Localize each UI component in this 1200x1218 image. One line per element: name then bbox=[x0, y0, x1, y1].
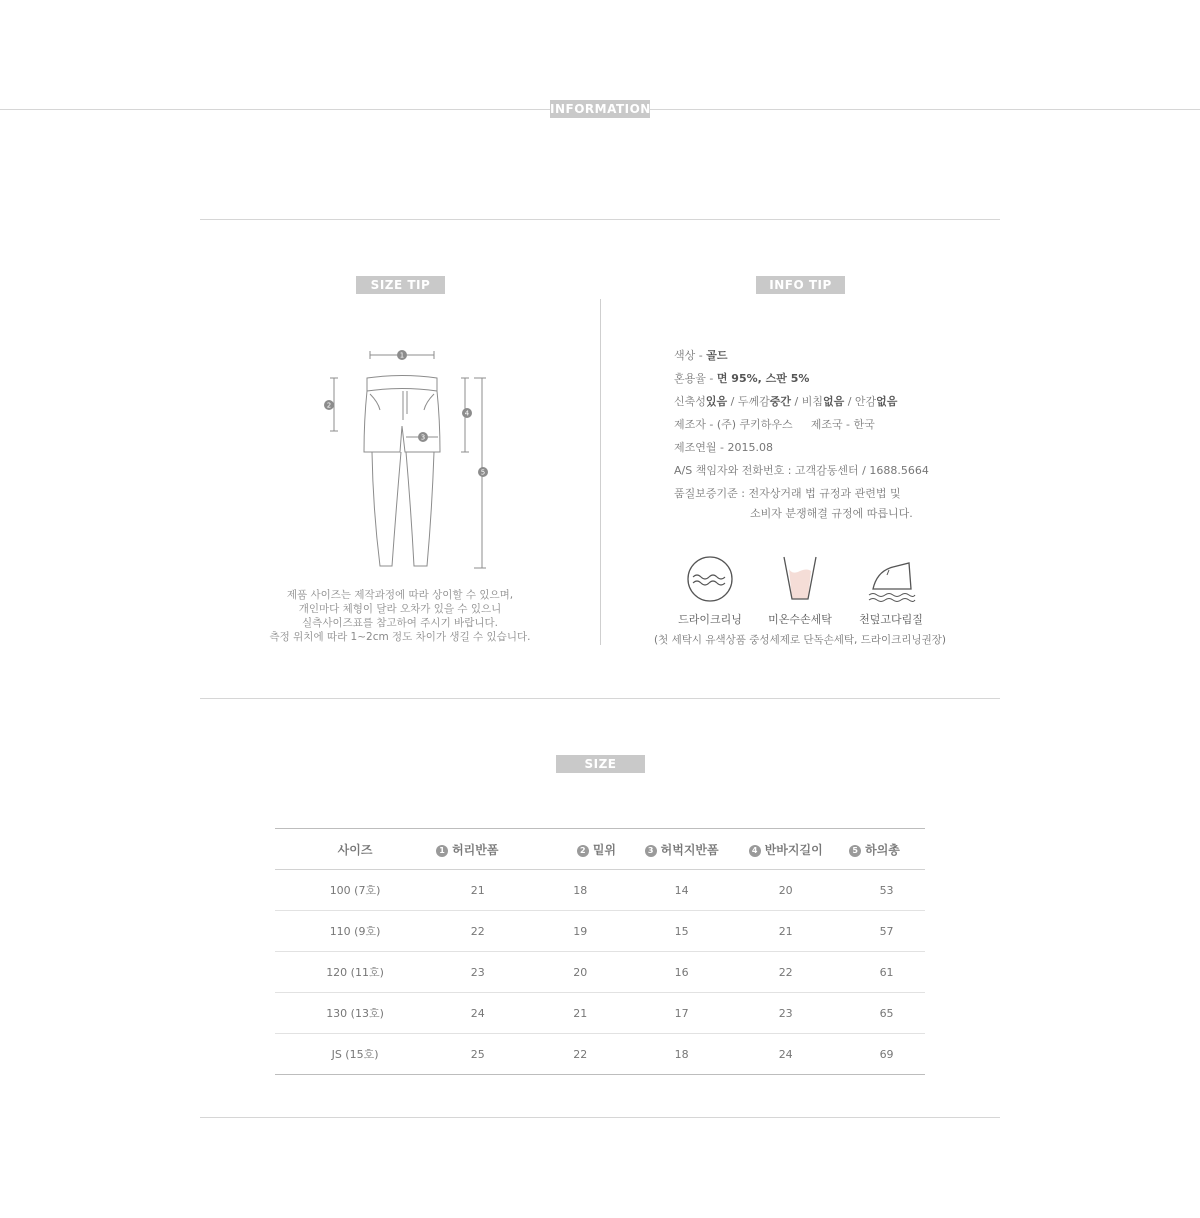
table-row bbox=[275, 870, 925, 911]
info-tip-header: INFO TIP bbox=[756, 276, 845, 294]
marker-2: 2 bbox=[577, 845, 589, 857]
cell-rise: 19 bbox=[520, 911, 640, 952]
column-divider bbox=[600, 299, 601, 645]
size-header: SIZE bbox=[556, 755, 645, 773]
marker-3: 3 bbox=[420, 433, 426, 442]
cell-size: JS (15호) bbox=[275, 1034, 435, 1075]
cell-rise: 22 bbox=[520, 1034, 640, 1075]
cell-size: 120 (11호) bbox=[275, 952, 435, 993]
care-label: 천덮고다림질 bbox=[859, 613, 923, 626]
table-row bbox=[275, 952, 925, 993]
marker-4: 4 bbox=[749, 845, 761, 857]
information-header: INFORMATION bbox=[550, 102, 651, 116]
size-note-line: 실측사이즈표를 참고하여 주시기 바랍니다. bbox=[302, 617, 498, 629]
cell-size: 100 (7호) bbox=[275, 870, 435, 911]
hand-wash-icon bbox=[774, 553, 826, 605]
cell-waist: 25 bbox=[435, 1034, 520, 1075]
marker-4: 4 bbox=[464, 409, 470, 418]
cell-thigh: 18 bbox=[640, 1034, 723, 1075]
column-header-shorts-length: 4 반바지길이 bbox=[723, 829, 848, 870]
column-header-rise: 2 밑위 bbox=[520, 829, 640, 870]
table-row bbox=[275, 993, 925, 1034]
care-item-dry-clean bbox=[670, 553, 750, 627]
cell-thigh: 15 bbox=[640, 911, 723, 952]
size-note bbox=[240, 588, 560, 644]
marker-5: 5 bbox=[849, 845, 861, 857]
column-header-size: 사이즈 bbox=[275, 829, 435, 870]
cell-total-length: 53 bbox=[848, 870, 925, 911]
table-header-row bbox=[275, 829, 925, 870]
marker-5: 5 bbox=[480, 468, 486, 477]
cell-waist: 23 bbox=[435, 952, 520, 993]
cell-total-length: 69 bbox=[848, 1034, 925, 1075]
info-list bbox=[674, 348, 929, 529]
marker-2: 2 bbox=[326, 401, 332, 410]
section-divider-1 bbox=[200, 219, 1000, 220]
table-row bbox=[275, 1034, 925, 1075]
marker-3: 3 bbox=[645, 845, 657, 857]
section-divider-2 bbox=[200, 698, 1000, 699]
cell-waist: 24 bbox=[435, 993, 520, 1034]
cell-total-length: 65 bbox=[848, 993, 925, 1034]
care-item-hand-wash bbox=[760, 553, 840, 627]
info-maker: 제조자 - (주) 쿠키하우스 제조국 - 한국 bbox=[674, 418, 875, 431]
size-note-line: 개인마다 체형이 달라 오차가 있을 수 있으니 bbox=[298, 603, 502, 615]
cell-waist: 22 bbox=[435, 911, 520, 952]
info-quality: 품질보증기준 : 전자상거래 법 규정과 관련법 및 bbox=[674, 487, 901, 500]
cell-waist: 21 bbox=[435, 870, 520, 911]
care-label: 미온수손세탁 bbox=[768, 613, 832, 626]
info-color: 색상 - 골드 bbox=[674, 349, 728, 362]
cell-shorts-length: 22 bbox=[723, 952, 848, 993]
cell-thigh: 16 bbox=[640, 952, 723, 993]
cell-shorts-length: 21 bbox=[723, 911, 848, 952]
cell-shorts-length: 24 bbox=[723, 1034, 848, 1075]
cell-size: 110 (9호) bbox=[275, 911, 435, 952]
info-as: A/S 책임자와 전화번호 : 고객감동센터 / 1688.5664 bbox=[674, 464, 929, 477]
care-item-iron bbox=[851, 553, 931, 627]
size-tip-header: SIZE TIP bbox=[356, 276, 445, 294]
cell-rise: 18 bbox=[520, 870, 640, 911]
cell-size: 130 (13호) bbox=[275, 993, 435, 1034]
info-blend: 혼용율 - 면 95%, 스판 5% bbox=[674, 372, 810, 385]
size-note-line: 제품 사이즈는 제작과정에 따라 상이할 수 있으며, bbox=[286, 589, 514, 601]
pants-diagram bbox=[310, 340, 500, 580]
iron-icon bbox=[863, 553, 919, 605]
cell-thigh: 14 bbox=[640, 870, 723, 911]
care-label: 드라이크리닝 bbox=[678, 613, 742, 626]
marker-1: 1 bbox=[436, 845, 448, 857]
cell-shorts-length: 20 bbox=[723, 870, 848, 911]
cell-thigh: 17 bbox=[640, 993, 723, 1034]
cell-total-length: 57 bbox=[848, 911, 925, 952]
dry-clean-icon bbox=[684, 553, 736, 605]
column-header-waist: 1 허리반폼 bbox=[435, 829, 520, 870]
size-table bbox=[275, 828, 925, 1075]
info-date: 제조연월 - 2015.08 bbox=[674, 441, 773, 454]
column-header-thigh: 3 허벅지반폼 bbox=[640, 829, 723, 870]
size-note-line: 측정 위치에 따라 1~2cm 정도 차이가 생길 수 있습니다. bbox=[269, 631, 531, 643]
cell-rise: 21 bbox=[520, 993, 640, 1034]
column-header-total-length: 5 하의총 bbox=[848, 829, 925, 870]
marker-1: 1 bbox=[399, 351, 405, 360]
info-properties: 신축성있음 / 두께감중간 / 비침없음 / 안감없음 bbox=[674, 395, 898, 408]
info-quality-cont: 소비자 분쟁해결 규정에 따릅니다. bbox=[750, 507, 913, 520]
cell-total-length: 61 bbox=[848, 952, 925, 993]
table-row bbox=[275, 911, 925, 952]
bottom-divider bbox=[200, 1117, 1000, 1118]
cell-shorts-length: 23 bbox=[723, 993, 848, 1034]
cell-rise: 20 bbox=[520, 952, 640, 993]
care-note: (첫 세탁시 유색상품 중성세제로 단독손세탁, 드라이크리닝권장) bbox=[654, 634, 946, 646]
